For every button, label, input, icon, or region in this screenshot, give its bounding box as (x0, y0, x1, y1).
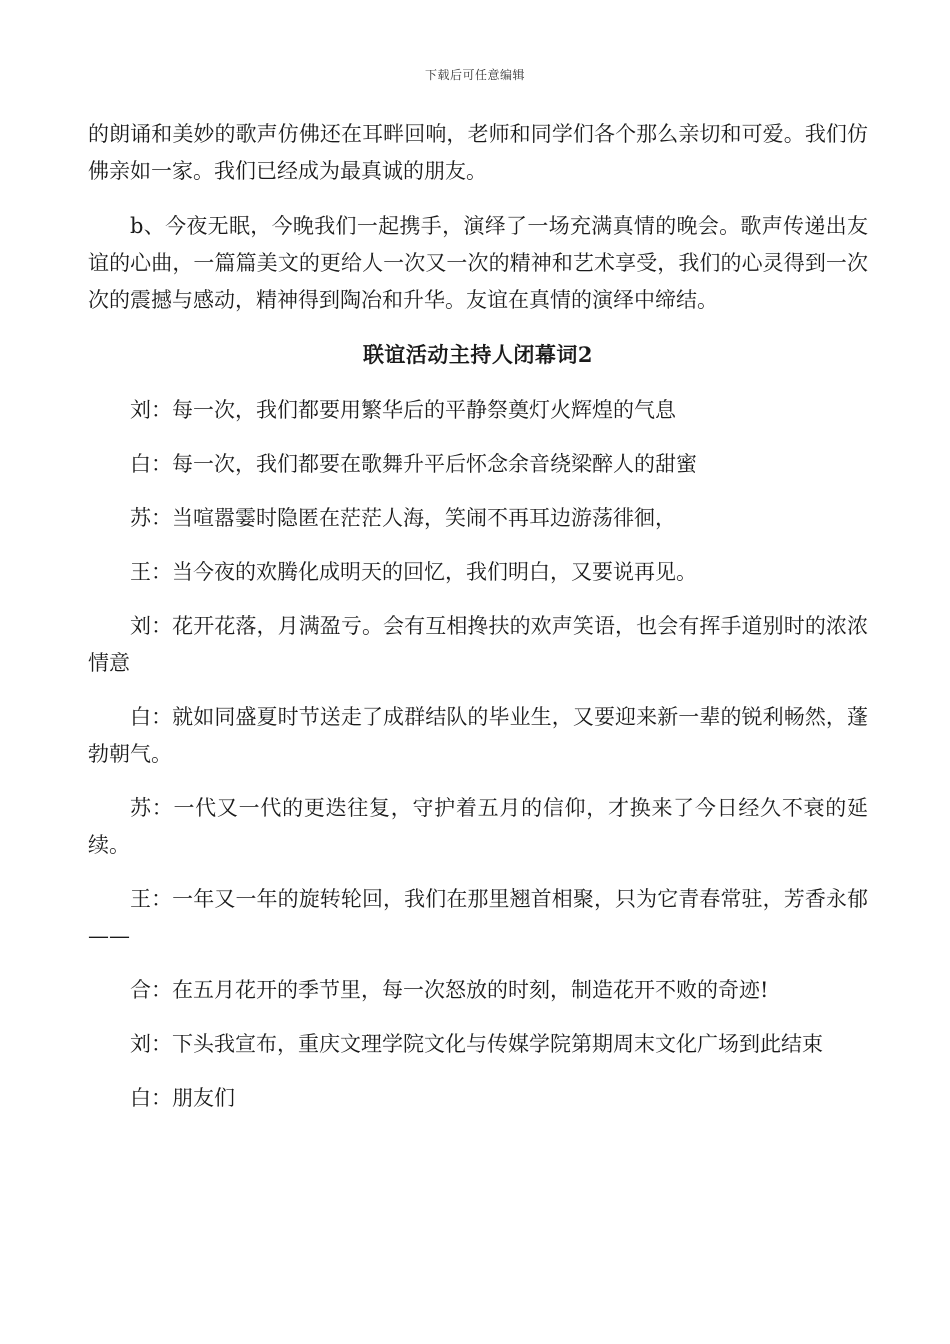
dialogue-line: 合：在五月花开的季节里，每一次怒放的时刻，制造花开不败的奇迹! (130, 978, 769, 1002)
page-header: 下载后可任意编辑 (424, 68, 525, 82)
dialogue-line: 白：朋友们 (130, 1086, 235, 1110)
dialogue-line: 刘：每一次，我们都要用繁华后的平静祭奠灯火辉煌的气息 (130, 398, 676, 422)
dialogue-line: 白：就如同盛夏时节送走了成群结队的毕业生，又要迎来新一辈的锐利畅然，蓬勃朝气。 (88, 705, 868, 766)
dialogue-line: 苏：当喧嚣霎时隐匿在茫茫人海，笑闹不再耳边游荡徘徊， (130, 506, 676, 530)
paragraph-b: b、今夜无眠，今晚我们一起携手，演绎了一场充满真情的晚会。歌声传递出友谊的心曲，一篇篇美文的更给人一次又一次的精神和艺术享受，我们的心灵得到一次次的震撼与感动，精神得到陶冶和升华。友谊在真情的演绎中缔结。 (88, 214, 868, 312)
section-title: 联谊活动主持人闭幕词2 (362, 342, 594, 367)
dialogue-line: 苏：一代又一代的更迭往复，守护着五月的信仰，才换来了今日经久不衰的延续。 (88, 796, 868, 857)
dialogue-line: 王：一年又一年的旋转轮回，我们在那里翘首相聚，只为它青春常驻，芳香永郁—— (88, 887, 868, 948)
dialogue-line: 白：每一次，我们都要在歌舞升平后怀念余音绕梁醉人的甜蜜 (130, 452, 697, 476)
paragraph-continued: 的朗诵和美妙的歌声仿佛还在耳畔回响，老师和同学们各个那么亲切和可爱。我们仿佛亲如一家。我们已经成为最真诚的朋友。 (88, 122, 868, 183)
dialogue-line: 刘：下头我宣布，重庆文理学院文化与传媒学院第期周末文化广场到此结束 (130, 1032, 823, 1056)
document-body (88, 116, 868, 1134)
dialogue-line: 王：当今夜的欢腾化成明天的回忆，我们明白，又要说再见。 (130, 560, 697, 584)
dialogue-line: 刘：花开花落，月满盈亏。会有互相搀扶的欢声笑语，也会有挥手道别时的浓浓情意 (88, 614, 868, 675)
